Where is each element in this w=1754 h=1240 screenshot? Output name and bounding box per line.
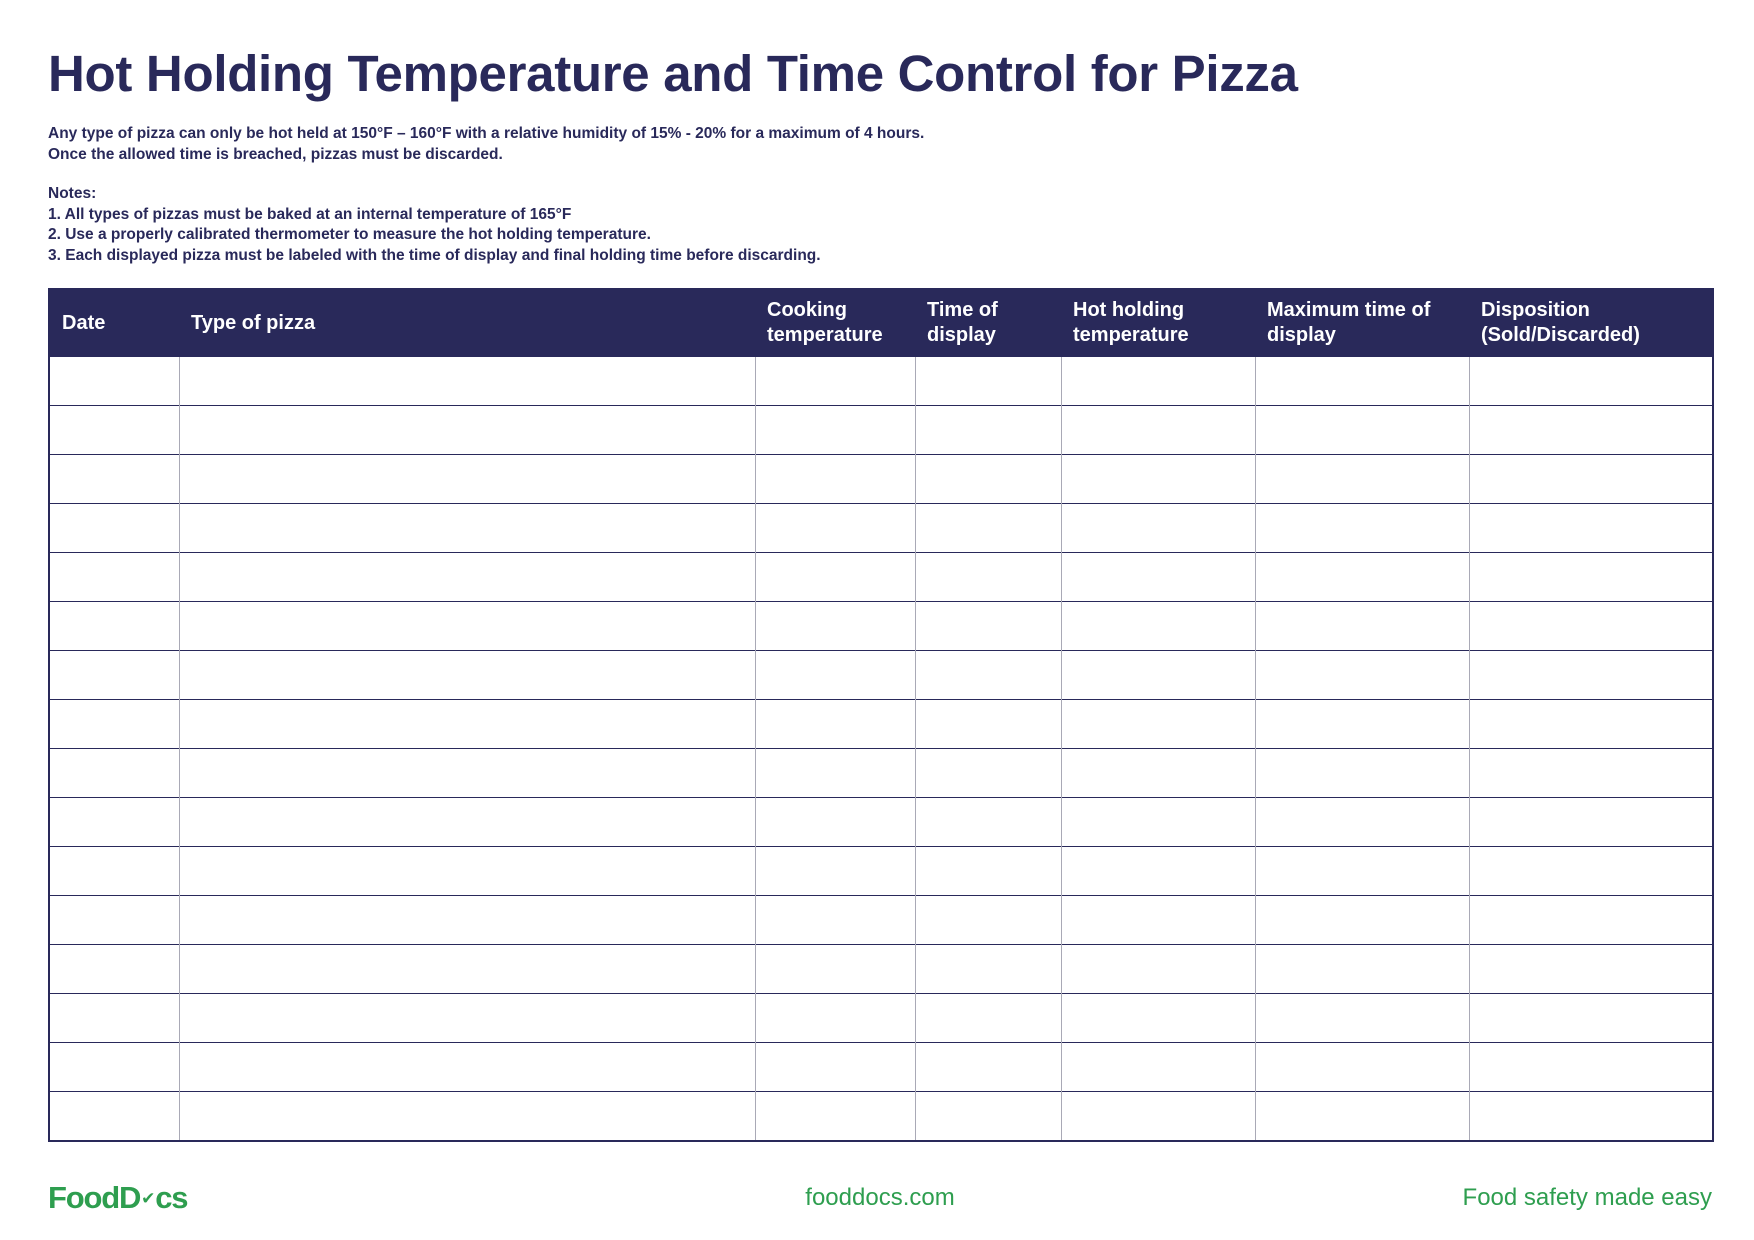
- table-cell[interactable]: [49, 1043, 179, 1092]
- table-cell[interactable]: [1061, 602, 1255, 651]
- table-cell[interactable]: [1469, 896, 1713, 945]
- table-cell[interactable]: [49, 651, 179, 700]
- table-row: [49, 651, 1713, 700]
- column-header-date: Date: [49, 289, 179, 357]
- checkmark-icon: ✔: [141, 1189, 155, 1208]
- table-row: [49, 1092, 1713, 1141]
- table-cell[interactable]: [915, 945, 1061, 994]
- table-cell[interactable]: [1469, 994, 1713, 1043]
- table-cell[interactable]: [49, 945, 179, 994]
- table-cell[interactable]: [1255, 651, 1469, 700]
- table-cell[interactable]: [915, 798, 1061, 847]
- table-cell[interactable]: [179, 1092, 755, 1141]
- table-cell[interactable]: [755, 602, 915, 651]
- table-row: [49, 357, 1713, 406]
- table-row: [49, 798, 1713, 847]
- table-cell[interactable]: [915, 896, 1061, 945]
- table-cell[interactable]: [49, 504, 179, 553]
- table-cell[interactable]: [49, 357, 179, 406]
- table-cell[interactable]: [179, 994, 755, 1043]
- table-row: [49, 994, 1713, 1043]
- table-cell[interactable]: [179, 406, 755, 455]
- table-cell[interactable]: [1255, 994, 1469, 1043]
- table-cell[interactable]: [1061, 406, 1255, 455]
- table-row: [49, 504, 1713, 553]
- table-cell[interactable]: [1255, 945, 1469, 994]
- table-cell[interactable]: [1469, 651, 1713, 700]
- table-cell[interactable]: [179, 847, 755, 896]
- website-link[interactable]: fooddocs.com: [805, 1184, 955, 1211]
- table-cell[interactable]: [1255, 700, 1469, 749]
- table-cell[interactable]: [755, 357, 915, 406]
- table-cell[interactable]: [755, 896, 915, 945]
- table-cell[interactable]: [1469, 357, 1713, 406]
- table-cell[interactable]: [49, 798, 179, 847]
- table-row: [49, 945, 1713, 994]
- table-cell[interactable]: [179, 749, 755, 798]
- table-cell[interactable]: [915, 406, 1061, 455]
- table-cell[interactable]: [1061, 651, 1255, 700]
- intro-text: [48, 124, 924, 165]
- table-cell[interactable]: [1469, 504, 1713, 553]
- table-cell[interactable]: [915, 455, 1061, 504]
- table-row: [49, 602, 1713, 651]
- table-cell[interactable]: [1255, 847, 1469, 896]
- table-cell[interactable]: [49, 602, 179, 651]
- table-cell[interactable]: [1469, 406, 1713, 455]
- table-cell[interactable]: [755, 994, 915, 1043]
- table-cell[interactable]: [915, 602, 1061, 651]
- table-cell[interactable]: [1255, 455, 1469, 504]
- table-cell[interactable]: [1469, 700, 1713, 749]
- table-cell[interactable]: [755, 455, 915, 504]
- table-cell[interactable]: [1061, 994, 1255, 1043]
- table-cell[interactable]: [1469, 1092, 1713, 1141]
- log-sheet: [48, 0, 1712, 1240]
- table-cell[interactable]: [1061, 357, 1255, 406]
- table-cell[interactable]: [1469, 945, 1713, 994]
- table-cell[interactable]: [49, 553, 179, 602]
- table-cell[interactable]: [1469, 798, 1713, 847]
- table-cell[interactable]: [1469, 553, 1713, 602]
- table-cell[interactable]: [915, 700, 1061, 749]
- column-header-cooking-temperature: Cooking temperature: [755, 289, 915, 357]
- table-cell[interactable]: [915, 994, 1061, 1043]
- table-row: [49, 406, 1713, 455]
- table-cell[interactable]: [179, 1043, 755, 1092]
- table-cell[interactable]: [1469, 602, 1713, 651]
- table-body: [49, 357, 1713, 1141]
- table-cell[interactable]: [915, 749, 1061, 798]
- table-cell[interactable]: [1061, 455, 1255, 504]
- column-header-hot-holding-temperature: Hot holding temperature: [1061, 289, 1255, 357]
- table-cell[interactable]: [1255, 798, 1469, 847]
- table-cell[interactable]: [1255, 1043, 1469, 1092]
- table-cell[interactable]: [755, 945, 915, 994]
- table-cell[interactable]: [1469, 1043, 1713, 1092]
- table-cell[interactable]: [49, 896, 179, 945]
- table-cell[interactable]: [915, 1043, 1061, 1092]
- tagline: Food safety made easy: [1462, 1184, 1712, 1211]
- table-cell[interactable]: [1255, 357, 1469, 406]
- table-cell[interactable]: [179, 896, 755, 945]
- table-cell[interactable]: [49, 455, 179, 504]
- intro-line: Any type of pizza can only be hot held at 150°F – 160°F with a relative humidity of 15% - 20% for a maximum of 4 hours.: [48, 125, 925, 142]
- table-cell[interactable]: [755, 1043, 915, 1092]
- intro-line: Once the allowed time is breached, pizzas must be discarded.: [48, 145, 503, 163]
- table-cell[interactable]: [1255, 406, 1469, 455]
- table-row: [49, 896, 1713, 945]
- table-cell[interactable]: [1255, 749, 1469, 798]
- table-cell[interactable]: [179, 357, 755, 406]
- table-cell[interactable]: [755, 798, 915, 847]
- column-header-time-of-display: Time of display: [915, 289, 1061, 357]
- hot-holding-log-table: [48, 288, 1714, 1142]
- table-cell[interactable]: [1061, 700, 1255, 749]
- table-cell[interactable]: [179, 700, 755, 749]
- note-item: 3. Each displayed pizza must be labeled with the time of display and final holding time before discarding.: [48, 246, 821, 264]
- table-cell[interactable]: [915, 847, 1061, 896]
- table-cell[interactable]: [49, 406, 179, 455]
- table-cell[interactable]: [179, 651, 755, 700]
- table-cell[interactable]: [755, 504, 915, 553]
- table-cell[interactable]: [1061, 798, 1255, 847]
- table-cell[interactable]: [915, 357, 1061, 406]
- table-cell[interactable]: [49, 749, 179, 798]
- table-cell[interactable]: [1255, 504, 1469, 553]
- table-cell[interactable]: [49, 700, 179, 749]
- table-row: [49, 700, 1713, 749]
- column-header-type-of-pizza: Type of pizza: [179, 289, 755, 357]
- logo-text: cs: [155, 1180, 188, 1215]
- table-cell[interactable]: [915, 1092, 1061, 1141]
- table-cell[interactable]: [49, 1092, 179, 1141]
- table-cell[interactable]: [1255, 553, 1469, 602]
- notes-heading: Notes:: [48, 185, 97, 202]
- table-cell[interactable]: [1469, 749, 1713, 798]
- table-cell[interactable]: [755, 553, 915, 602]
- table-cell[interactable]: [1061, 945, 1255, 994]
- table-cell[interactable]: [179, 945, 755, 994]
- column-header-disposition: Disposition (Sold/Discarded): [1469, 289, 1713, 357]
- table-cell[interactable]: [179, 798, 755, 847]
- table-cell[interactable]: [1061, 847, 1255, 896]
- table-cell[interactable]: [755, 847, 915, 896]
- table-row: [49, 553, 1713, 602]
- table-cell[interactable]: [1061, 749, 1255, 798]
- table-cell[interactable]: [1255, 1092, 1469, 1141]
- table-cell[interactable]: [1061, 504, 1255, 553]
- notes-section: [48, 184, 821, 266]
- table-header-row: [49, 289, 1713, 357]
- note-item: 1. All types of pizzas must be baked at an internal temperature of 165°F: [48, 205, 572, 223]
- table-cell[interactable]: [49, 847, 179, 896]
- table-cell[interactable]: [915, 651, 1061, 700]
- logo-text: FoodD: [48, 1180, 141, 1215]
- table-row: [49, 455, 1713, 504]
- table-cell[interactable]: [1061, 1092, 1255, 1141]
- table-cell[interactable]: [755, 406, 915, 455]
- table-cell[interactable]: [1255, 896, 1469, 945]
- table-cell[interactable]: [755, 1092, 915, 1141]
- table-cell[interactable]: [179, 602, 755, 651]
- table-cell[interactable]: [179, 504, 755, 553]
- table-row: [49, 847, 1713, 896]
- table-row: [49, 1043, 1713, 1092]
- table-cell[interactable]: [1061, 896, 1255, 945]
- table-cell[interactable]: [755, 749, 915, 798]
- table-cell[interactable]: [179, 455, 755, 504]
- table-cell[interactable]: [915, 504, 1061, 553]
- table-cell[interactable]: [1061, 1043, 1255, 1092]
- footer: [48, 1180, 1712, 1216]
- table-cell[interactable]: [1255, 602, 1469, 651]
- note-item: 2. Use a properly calibrated thermometer to measure the hot holding temperature.: [48, 226, 651, 243]
- table-cell[interactable]: [49, 994, 179, 1043]
- table-cell[interactable]: [755, 700, 915, 749]
- table-cell[interactable]: [1061, 553, 1255, 602]
- table-cell[interactable]: [179, 553, 755, 602]
- page-title: Hot Holding Temperature and Time Control for Pizza: [48, 45, 1298, 102]
- table-cell[interactable]: [1469, 455, 1713, 504]
- table-row: [49, 749, 1713, 798]
- table-cell[interactable]: [915, 553, 1061, 602]
- table-cell[interactable]: [755, 651, 915, 700]
- column-header-maximum-time-of-display: Maximum time of display: [1255, 289, 1469, 357]
- table-cell[interactable]: [1469, 847, 1713, 896]
